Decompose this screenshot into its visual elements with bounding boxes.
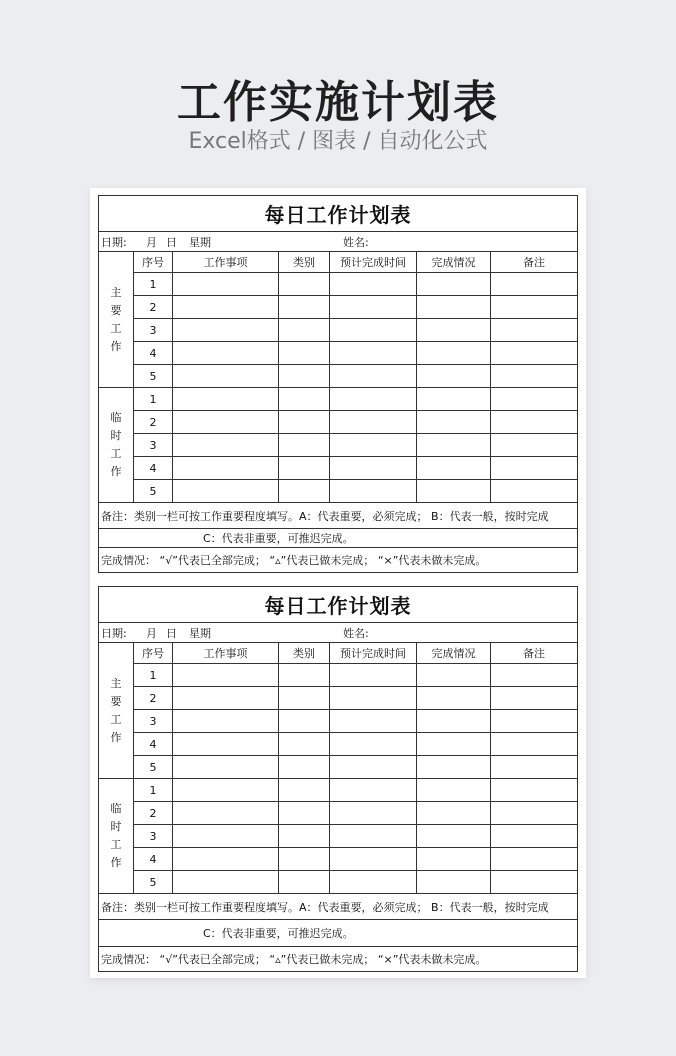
cell[interactable] xyxy=(173,733,279,756)
plan-table xyxy=(98,195,578,573)
cell[interactable] xyxy=(279,296,330,319)
column-header: 工作事项 xyxy=(173,252,279,273)
cell[interactable] xyxy=(173,687,279,710)
page-title: 工作实施计划表 xyxy=(177,77,499,128)
cell[interactable] xyxy=(491,457,578,480)
cell[interactable] xyxy=(173,342,279,365)
day-label: 日 xyxy=(166,626,177,640)
cell[interactable] xyxy=(330,756,417,779)
sheet-title: 每日工作计划表 xyxy=(99,587,578,623)
cell[interactable] xyxy=(330,802,417,825)
week-label: 星期 xyxy=(189,626,211,640)
cell[interactable] xyxy=(173,756,279,779)
cell[interactable] xyxy=(417,848,491,871)
column-header: 备注 xyxy=(491,252,578,273)
plan-table xyxy=(98,586,578,972)
month-label: 月 xyxy=(146,626,157,640)
table-row xyxy=(99,411,578,434)
cell[interactable] xyxy=(173,848,279,871)
cell[interactable] xyxy=(491,480,578,503)
name-label: 姓名: xyxy=(343,235,369,249)
table-row xyxy=(99,710,578,733)
cell[interactable] xyxy=(491,365,578,388)
cell[interactable] xyxy=(417,825,491,848)
cell[interactable] xyxy=(279,434,330,457)
cell[interactable] xyxy=(330,457,417,480)
cell[interactable] xyxy=(173,457,279,480)
cell[interactable] xyxy=(279,710,330,733)
week-label: 星期 xyxy=(189,235,211,249)
cell[interactable] xyxy=(173,365,279,388)
cell[interactable] xyxy=(417,342,491,365)
row-number: 3 xyxy=(134,710,173,733)
cell[interactable] xyxy=(279,457,330,480)
cell[interactable] xyxy=(173,319,279,342)
cell[interactable] xyxy=(417,871,491,894)
row-number: 3 xyxy=(134,434,173,457)
row-number: 2 xyxy=(134,802,173,825)
column-header: 序号 xyxy=(134,252,173,273)
cell[interactable] xyxy=(417,802,491,825)
cell[interactable] xyxy=(491,273,578,296)
status-legend: 完成情况： “√”代表已全部完成； “▵”代表已做未完成； “×”代表未做未完成。 xyxy=(99,947,578,972)
row-number: 4 xyxy=(134,848,173,871)
column-header: 预计完成时间 xyxy=(330,252,417,273)
cell[interactable] xyxy=(330,342,417,365)
row-number: 2 xyxy=(134,411,173,434)
cell[interactable] xyxy=(417,388,491,411)
column-header: 完成情况 xyxy=(417,252,491,273)
cell[interactable] xyxy=(417,756,491,779)
cell[interactable] xyxy=(330,710,417,733)
note-line-2: C：代表非重要，可推迟完成。 xyxy=(99,529,578,548)
column-header: 工作事项 xyxy=(173,643,279,664)
table-row xyxy=(99,825,578,848)
cell[interactable] xyxy=(491,342,578,365)
cell[interactable] xyxy=(491,733,578,756)
cell[interactable] xyxy=(173,296,279,319)
status-legend: 完成情况： “√”代表已全部完成； “▵”代表已做未完成； “×”代表未做未完成。 xyxy=(99,548,578,573)
cell[interactable] xyxy=(417,457,491,480)
cell[interactable] xyxy=(330,411,417,434)
cell[interactable] xyxy=(330,296,417,319)
column-header: 预计完成时间 xyxy=(330,643,417,664)
row-number: 2 xyxy=(134,296,173,319)
row-number: 3 xyxy=(134,319,173,342)
cell[interactable] xyxy=(173,871,279,894)
cell[interactable] xyxy=(330,779,417,802)
cell[interactable] xyxy=(279,733,330,756)
cell[interactable] xyxy=(330,319,417,342)
sheet-preview xyxy=(90,188,586,978)
day-label: 日 xyxy=(166,235,177,249)
column-header: 序号 xyxy=(134,643,173,664)
row-number: 3 xyxy=(134,825,173,848)
month-label: 月 xyxy=(146,235,157,249)
column-header: 类别 xyxy=(279,252,330,273)
cell[interactable] xyxy=(279,480,330,503)
table-row xyxy=(99,687,578,710)
row-number: 1 xyxy=(134,273,173,296)
cell[interactable] xyxy=(491,825,578,848)
group-main-work: 主 要 工 作 xyxy=(99,643,134,779)
row-number: 2 xyxy=(134,687,173,710)
info-row xyxy=(99,623,578,643)
cell[interactable] xyxy=(173,710,279,733)
info-row xyxy=(99,232,578,252)
group-temp-work: 临 时 工 作 xyxy=(99,388,134,503)
cell[interactable] xyxy=(279,664,330,687)
cell[interactable] xyxy=(491,871,578,894)
cell[interactable] xyxy=(417,273,491,296)
cell[interactable] xyxy=(330,273,417,296)
cell[interactable] xyxy=(491,848,578,871)
date-label: 日期: xyxy=(101,235,127,249)
sheet-title: 每日工作计划表 xyxy=(99,196,578,232)
cell[interactable] xyxy=(417,319,491,342)
table-row xyxy=(99,342,578,365)
group-main-work: 主 要 工 作 xyxy=(99,252,134,388)
daily-plan-sheet-2 xyxy=(98,586,577,970)
cell[interactable] xyxy=(279,802,330,825)
cell[interactable] xyxy=(330,848,417,871)
cell[interactable] xyxy=(491,756,578,779)
daily-plan-sheet-1 xyxy=(98,195,577,570)
table-row xyxy=(99,756,578,779)
table-row xyxy=(99,319,578,342)
cell[interactable] xyxy=(491,411,578,434)
table-row xyxy=(99,480,578,503)
row-number: 1 xyxy=(134,664,173,687)
column-header: 完成情况 xyxy=(417,643,491,664)
cell[interactable] xyxy=(491,388,578,411)
cell[interactable] xyxy=(417,664,491,687)
cell[interactable] xyxy=(491,802,578,825)
row-number: 5 xyxy=(134,365,173,388)
cell[interactable] xyxy=(491,319,578,342)
cell[interactable] xyxy=(279,687,330,710)
table-row xyxy=(99,802,578,825)
cell[interactable] xyxy=(491,434,578,457)
table-row xyxy=(99,388,578,411)
cell[interactable] xyxy=(279,273,330,296)
column-header: 类别 xyxy=(279,643,330,664)
table-row xyxy=(99,457,578,480)
note-line-2: C：代表非重要，可推迟完成。 xyxy=(99,920,578,947)
row-number: 4 xyxy=(134,457,173,480)
cell[interactable] xyxy=(417,296,491,319)
cell[interactable] xyxy=(173,273,279,296)
column-header: 备注 xyxy=(491,643,578,664)
cell[interactable] xyxy=(279,342,330,365)
cell[interactable] xyxy=(417,779,491,802)
cell[interactable] xyxy=(279,871,330,894)
cell[interactable] xyxy=(279,319,330,342)
cell[interactable] xyxy=(279,848,330,871)
row-number: 1 xyxy=(134,388,173,411)
group-temp-work: 临 时 工 作 xyxy=(99,779,134,894)
cell[interactable] xyxy=(417,365,491,388)
row-number: 5 xyxy=(134,756,173,779)
cell[interactable] xyxy=(417,411,491,434)
name-label: 姓名: xyxy=(343,626,369,640)
cell[interactable] xyxy=(491,687,578,710)
cell[interactable] xyxy=(330,733,417,756)
cell[interactable] xyxy=(330,871,417,894)
row-number: 5 xyxy=(134,480,173,503)
cell[interactable] xyxy=(279,779,330,802)
cell[interactable] xyxy=(330,480,417,503)
cell[interactable] xyxy=(491,710,578,733)
cell[interactable] xyxy=(173,388,279,411)
cell[interactable] xyxy=(491,296,578,319)
cell[interactable] xyxy=(417,687,491,710)
cell[interactable] xyxy=(330,365,417,388)
cell[interactable] xyxy=(417,710,491,733)
cell[interactable] xyxy=(173,779,279,802)
cell[interactable] xyxy=(279,411,330,434)
cell[interactable] xyxy=(173,802,279,825)
cell[interactable] xyxy=(491,779,578,802)
table-row xyxy=(99,664,578,687)
table-row xyxy=(99,733,578,756)
cell[interactable] xyxy=(279,388,330,411)
cell[interactable] xyxy=(279,365,330,388)
table-row xyxy=(99,871,578,894)
cell[interactable] xyxy=(330,825,417,848)
cell[interactable] xyxy=(173,434,279,457)
table-row xyxy=(99,296,578,319)
cell[interactable] xyxy=(417,733,491,756)
cell[interactable] xyxy=(330,388,417,411)
table-row xyxy=(99,365,578,388)
date-label: 日期: xyxy=(101,626,127,640)
row-number: 4 xyxy=(134,733,173,756)
row-number: 5 xyxy=(134,871,173,894)
cell[interactable] xyxy=(330,664,417,687)
note-line-1: 备注：类别一栏可按工作重要程度填写。A：代表重要，必须完成； B：代表一般，按时完成 xyxy=(99,503,578,529)
cell[interactable] xyxy=(330,434,417,457)
page-subtitle: Excel格式 / 图表 / 自动化公式 xyxy=(188,129,488,154)
cell[interactable] xyxy=(279,825,330,848)
row-number: 1 xyxy=(134,779,173,802)
table-row xyxy=(99,848,578,871)
table-row xyxy=(99,273,578,296)
cell[interactable] xyxy=(417,480,491,503)
cell[interactable] xyxy=(173,480,279,503)
row-number: 4 xyxy=(134,342,173,365)
note-line-1: 备注：类别一栏可按工作重要程度填写。A：代表重要，必须完成； B：代表一般，按时完成 xyxy=(99,894,578,920)
table-row xyxy=(99,434,578,457)
cell[interactable] xyxy=(330,687,417,710)
cell[interactable] xyxy=(417,434,491,457)
cell[interactable] xyxy=(173,411,279,434)
cell[interactable] xyxy=(491,664,578,687)
table-row xyxy=(99,779,578,802)
cell[interactable] xyxy=(279,756,330,779)
cell[interactable] xyxy=(173,664,279,687)
cell[interactable] xyxy=(173,825,279,848)
